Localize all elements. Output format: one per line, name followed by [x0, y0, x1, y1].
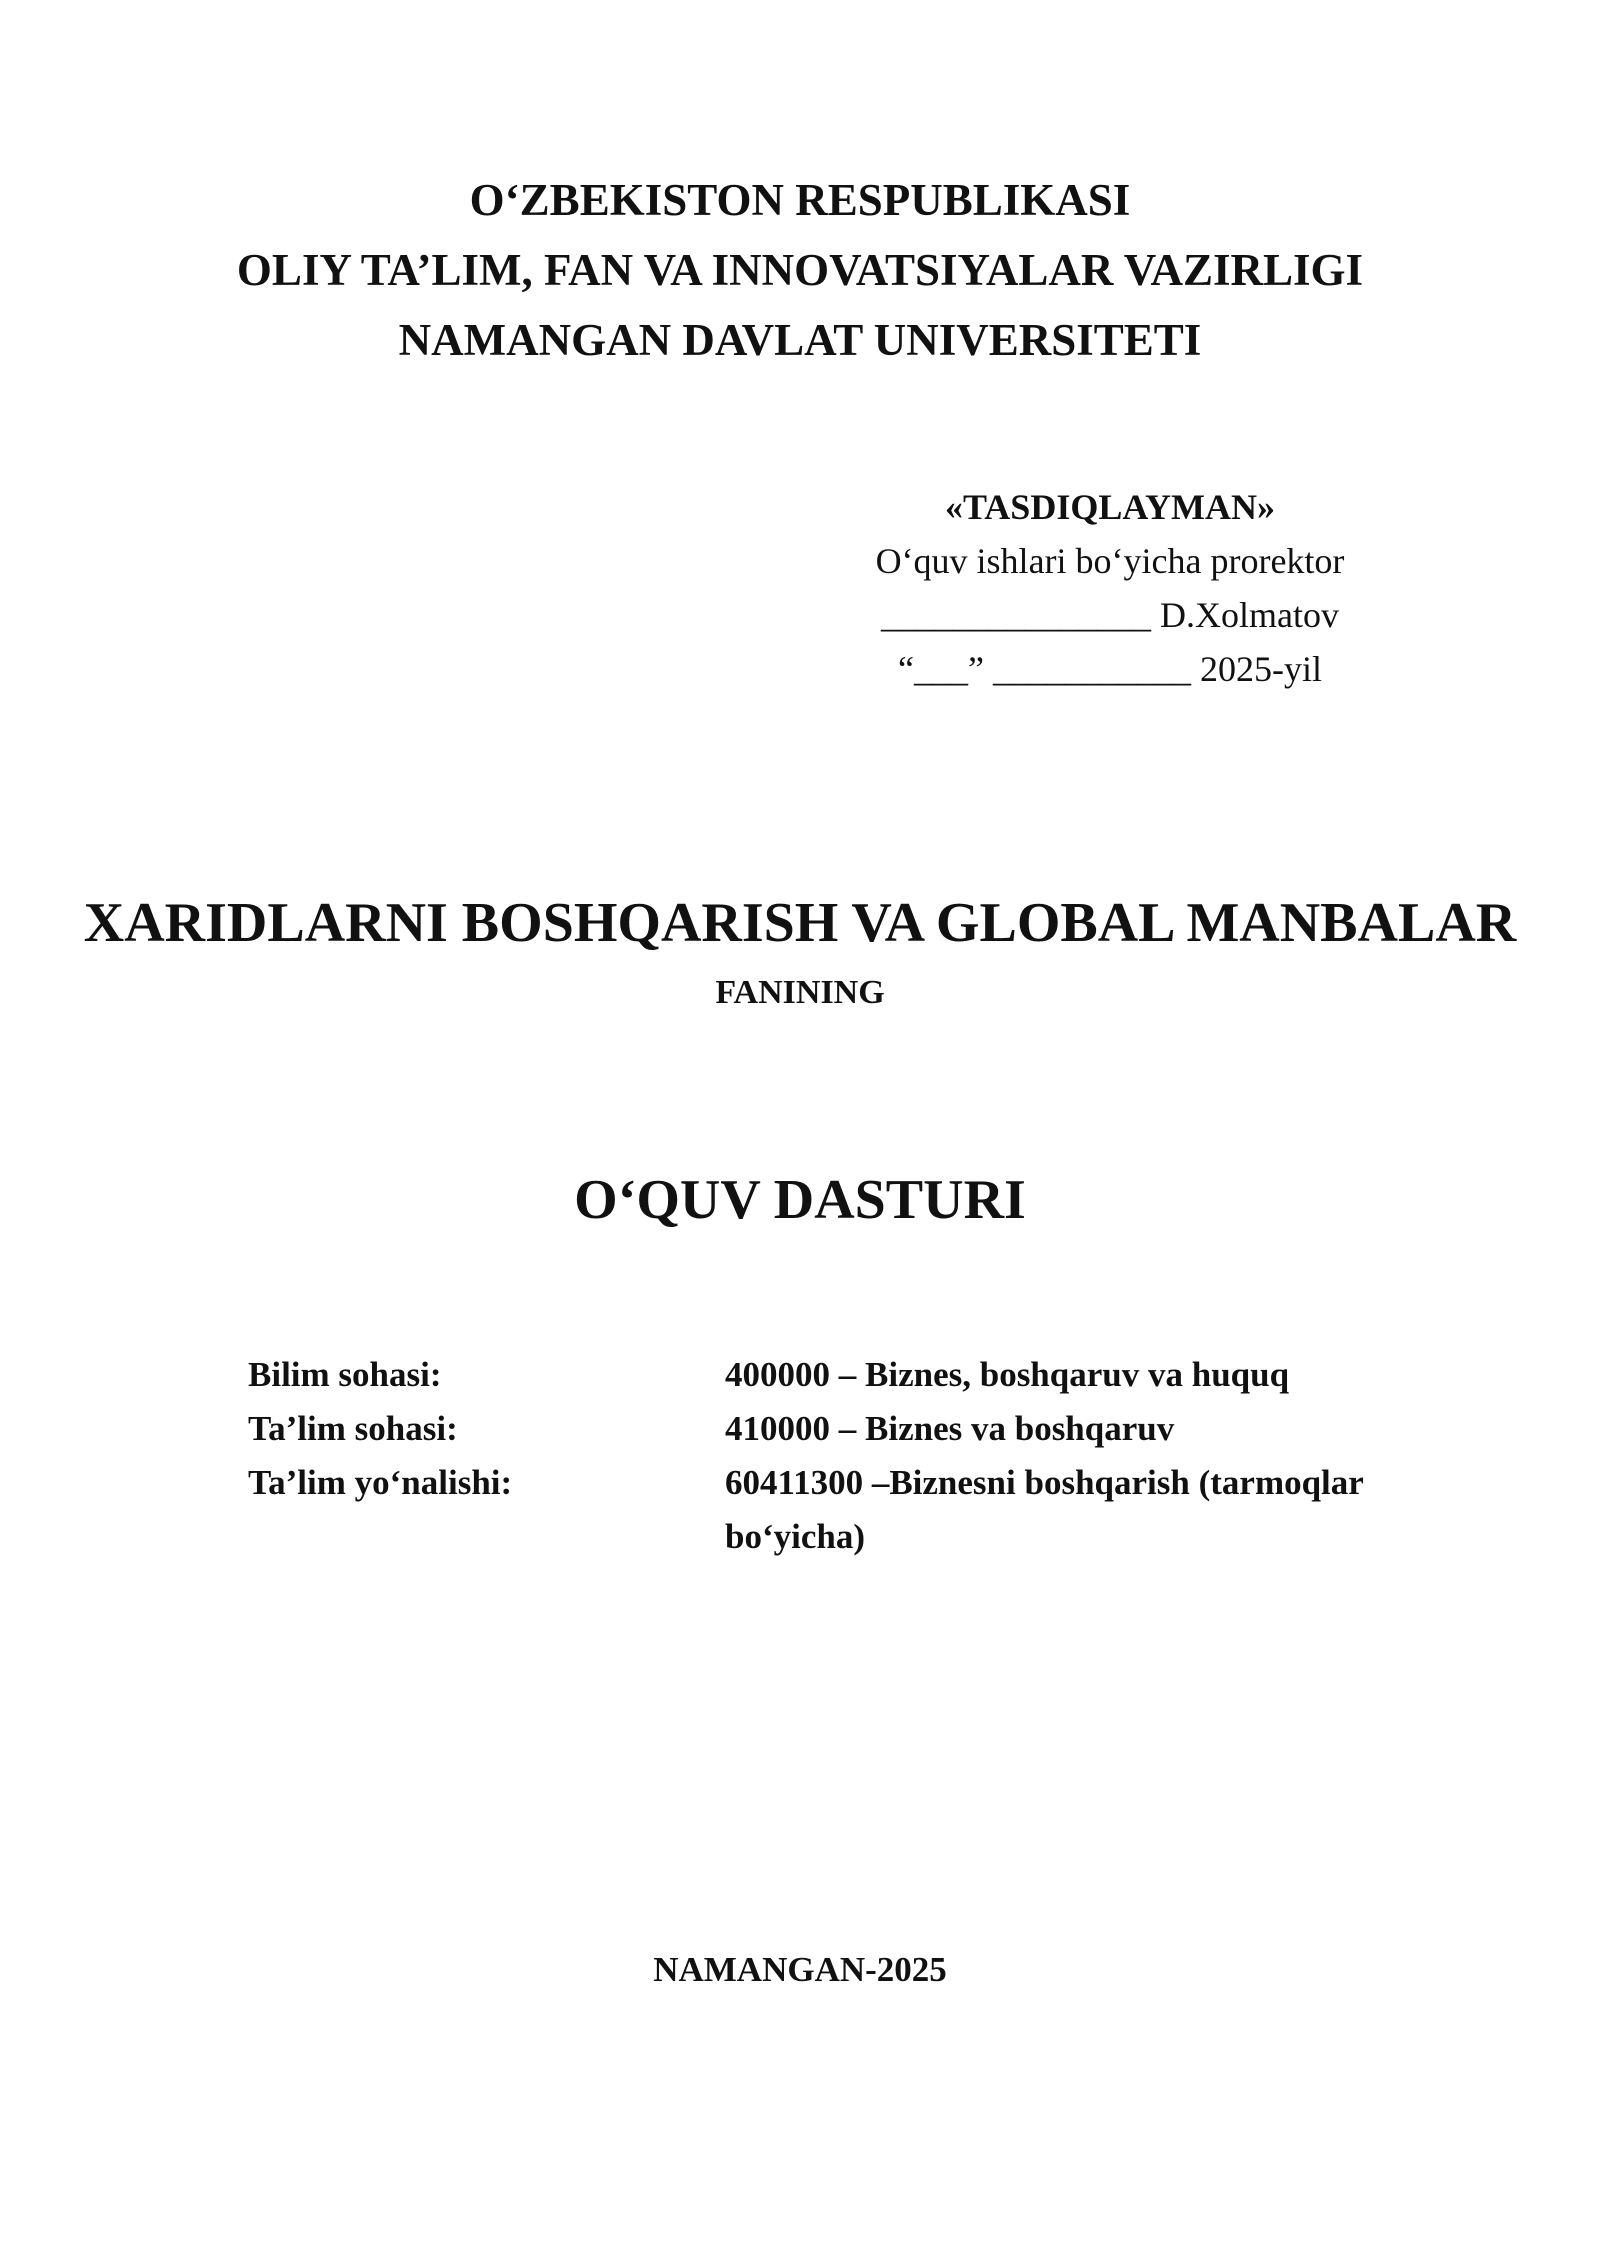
subject-subtitle: FANINING: [715, 974, 885, 1011]
header-university: NAMANGAN DAVLAT UNIVERSITETI: [398, 315, 1202, 365]
approval-block: [820, 480, 1400, 696]
header-country: O‘ZBEKISTON RESPUBLIKASI: [469, 175, 1131, 225]
info-table: [248, 1348, 1448, 1564]
approval-title: «TASDIQLAYMAN»: [944, 487, 1276, 527]
approval-signature-line: _______________ D.Xolmatov: [881, 595, 1339, 635]
info-label: Ta’lim sohasi:: [248, 1409, 458, 1448]
subject-title: XARIDLARNI BOSHQARISH VA GLOBAL MANBALAR: [83, 892, 1517, 954]
document-header: [0, 165, 1600, 375]
info-value: 410000 – Biznes va boshqaruv: [725, 1409, 1175, 1448]
footer-city-year: NAMANGAN-2025: [653, 1950, 947, 1989]
header-ministry: OLIY TA’LIM, FAN VA INNOVATSIYALAR VAZIRLIGI: [236, 245, 1364, 295]
info-label: Ta’lim yo‘nalishi:: [248, 1463, 513, 1502]
info-value: 400000 – Biznes, boshqaruv va huquq: [725, 1355, 1290, 1394]
info-row-education-direction: [248, 1456, 1448, 1564]
subject-block: [0, 880, 1600, 1018]
approval-position: O‘quv ishlari bo‘yicha prorektor: [875, 541, 1345, 581]
program-title: O‘QUV DASTURI: [574, 1169, 1026, 1231]
info-row-education-area: [248, 1402, 1448, 1456]
approval-date-line: “___” ___________ 2025-yil: [898, 649, 1322, 689]
info-row-knowledge-area: [248, 1348, 1448, 1402]
info-label: Bilim sohasi:: [248, 1355, 442, 1394]
info-value: 60411300 –Biznesni boshqarish (tarmoqlar bo‘yicha): [725, 1463, 1364, 1556]
